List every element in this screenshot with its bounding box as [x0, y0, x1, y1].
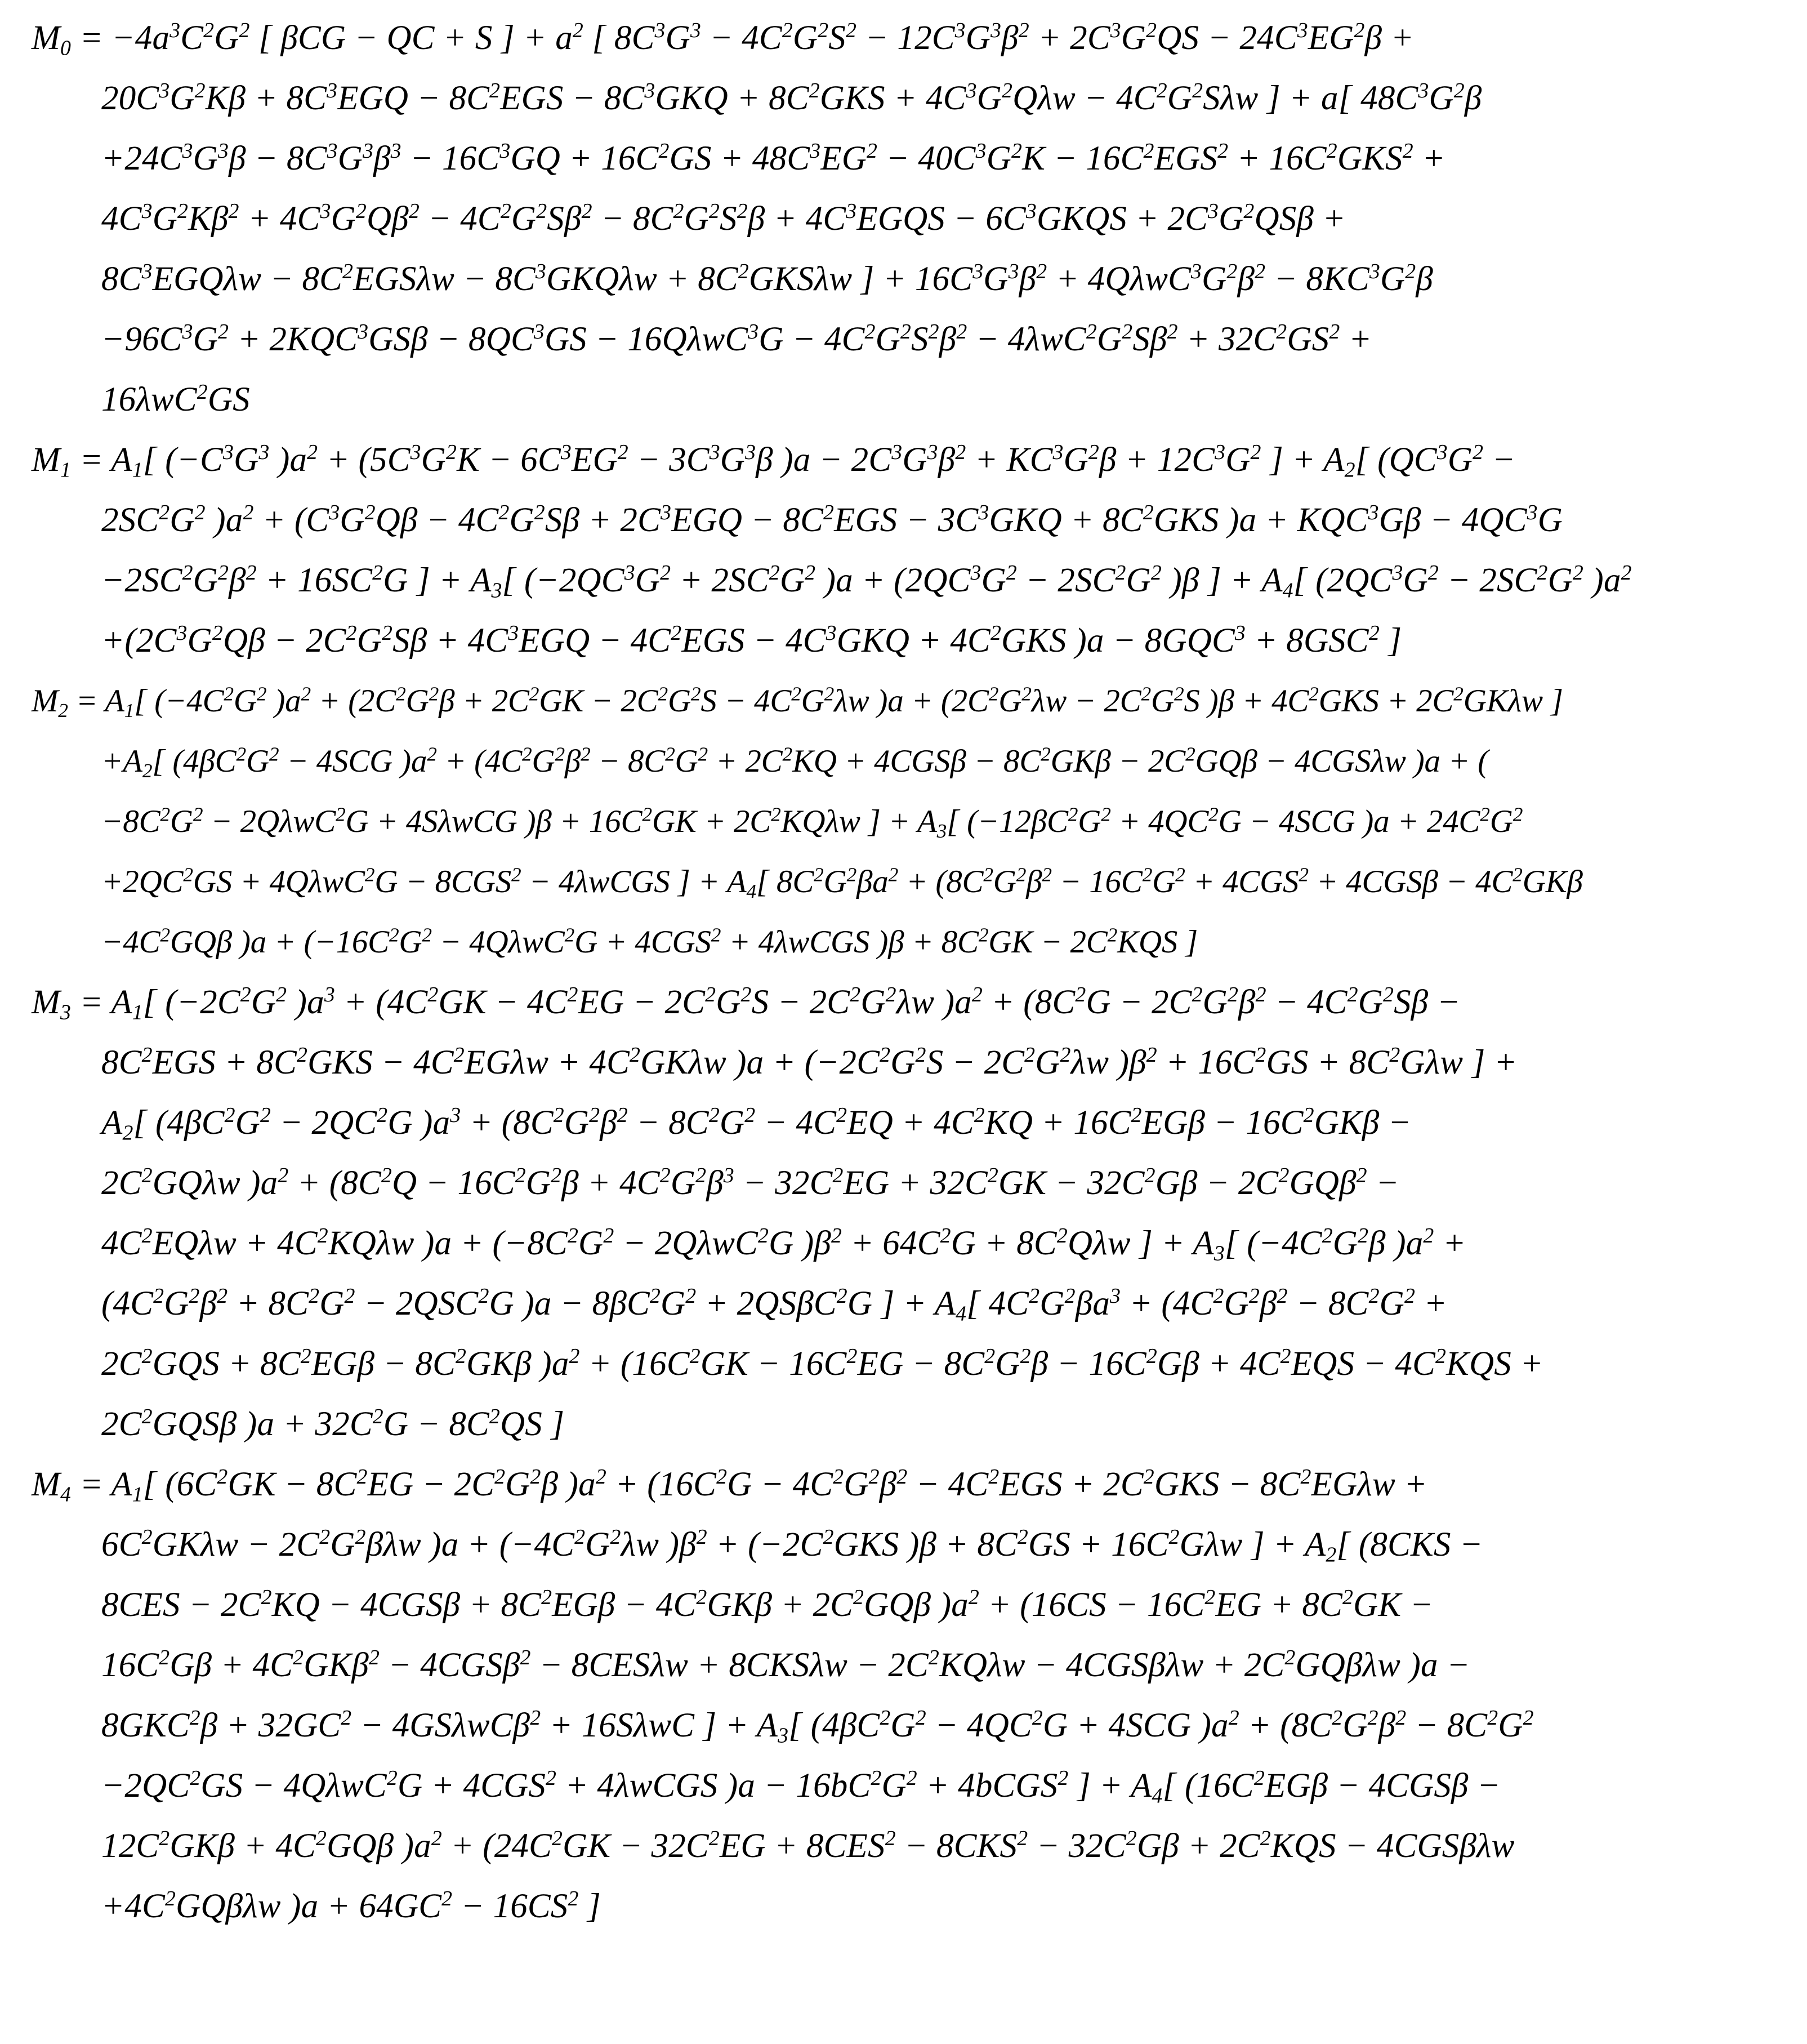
equation-line: $M_1 = A_1$[ ($-C^3G^3$ )$a^2 + (5C^3G^2K - 6C^3EG^2 - 3C^3G^3\beta$ )$a - 2C^3G^3\beta^2 + KC^3G^2\beta + 12C^3G^2$ ] + $A_2$[ ($QC^3G^2$ − — [32, 440, 1516, 482]
equation-m1 — [32, 430, 1784, 671]
equation-line: $M_3 = A_1$[ ($-2C^2G^2$ )$a^3 + (4C^2GK - 4C^2EG - 2C^2G^2S - 2C^2G^2\lambda w$ )$a^2 + (8C^2G - 2C^2G^2\beta^2 - 4C^2G^2S\beta$ − — [32, 983, 1461, 1025]
equation-m0 — [32, 8, 1784, 430]
equation-line: $+2QC^2GS + 4Q\lambda wC^2G - 8CGS^2$ − 4λwCGS ] + $A_4$[ $8C^2G^2\beta a^2 + (8C^2G^2\beta^2 - 16C^2G^2 + 4CGS^2 + 4CGS\beta - 4C^2GK\beta$ — [101, 863, 1583, 902]
equation-line: $-4C^2GQ\beta$ )$a + (-16C^2G^2 - 4Q\lambda wC^2G + 4CGS^2$ + 4λwCGS )$\beta + 8C^2GK - 2C^2KQS$ ] — [101, 924, 1198, 960]
equation-line: $M_4 = A_1$[ ($6C^2GK - 8C^2EG - 2C^2G^2\beta$ )$a^2 + (16C^2G - 4C^2G^2\beta^2 - 4C^2EGS + 2C^2GKS - 8C^2EG\lambda w$ + — [32, 1465, 1427, 1507]
equation-line: $+A_2$[ ($4\beta C^2G^2 - 4SCG$ )$a^2 + (4C^2G^2\beta^2 - 8C^2G^2 + 2C^2KQ + 4CGS\beta - 8C^2GK\beta - 2C^2GQ\beta - 4CGS\lambda w$ )a + ( — [101, 743, 1488, 782]
equation-line: $2C^2GQ\lambda w$ )$a^2 + (8C^2Q - 16C^2G^2\beta + 4C^2G^2\beta^3 - 32C^2EG + 32C^2GK - 32C^2G\beta - 2C^2GQ\beta^2$ − — [101, 1164, 1399, 1202]
equation-line: $4C^3G^2K\beta^2 + 4C^3G^2Q\beta^2 - 4C^2G^2S\beta^2 - 8C^2G^2S^2\beta$ + $4C^3EGQS$ − $6C^3GKQS + 2C^3G^2QS\beta$ + — [101, 199, 1346, 238]
equation-line: $6C^2GK\lambda w - 2C^2G^2\beta\lambda w$ )$a + (-4C^2G^2\lambda w$ )$\beta^2 + (-2C^2GKS$ )$\beta + 8C^2GS + 16C^2G\lambda w$ ] + $A_2$[ (8CKS − — [101, 1525, 1483, 1567]
equation-line: $2C^2GQS + 8C^2EG\beta - 8C^2GK\beta$ )$a^2 + (16C^2GK - 16C^2EG - 8C^2G^2\beta - 16C^2G\beta + 4C^2EQS - 4C^2KQS$ + — [101, 1344, 1543, 1383]
equation-line: $-8C^2G^2 - 2Q\lambda wC^2G + 4S\lambda wCG$ )$\beta + 16C^2GK + 2C^2KQ\lambda w$ ] + $A_3$[ ($-12\beta C^2G^2 + 4QC^2G - 4SCG$ )$a + 24C^2G^2$ — [101, 803, 1523, 842]
equation-line: $20C^3G^2K\beta + 8C^3EGQ - 8C^2EGS - 8C^3GKQ + 8C^2GKS + 4C^3G^2Q\lambda w - 4C^2G^2S\lambda w$ ] + a[ $48C^3G^2\beta$ — [101, 79, 1482, 117]
equation-line: $4C^2EQ\lambda w + 4C^2KQ\lambda w$ )$a + (-8C^2G^2 - 2Q\lambda wC^2G$ )$\beta^2 + 64C^2G + 8C^2Q\lambda w$ ] + $A_3$[ ($-4C^2G^2\beta$ )$a^2$ + — [101, 1224, 1466, 1266]
equation-line: $M_2 = A_1$[ ($-4C^2G^2$ )$a^2 + (2C^2G^2\beta + 2C^2GK - 2C^2G^2S - 4C^2G^2\lambda w$ )$a + (2C^2G^2\lambda w - 2C^2G^2S$ )$\beta + 4C^2GKS + 2C^2GK\lambda w$ ] — [32, 683, 1563, 722]
equation-line: $2C^2GQS\beta$ )$a + 32C^2G - 8C^2QS$ ] — [101, 1405, 565, 1443]
equation-line: $12C^2GK\beta + 4C^2GQ\beta$ )$a^2 + (24C^2GK - 32C^2EG + 8CES^2 - 8CKS^2 - 32C^2G\beta + 2C^2KQS - 4CGS\beta\lambda w$ — [101, 1827, 1515, 1865]
equation-line: $-2QC^2GS - 4Q\lambda wC^2G + 4CGS^2$ + 4λwCGS )$a - 16bC^2G^2$ + 4bCGS$^2$ ] + $A_4$[ ($16C^2EG\beta - 4CGS\beta$ − — [101, 1766, 1501, 1808]
equation-m2 — [32, 671, 1784, 972]
equation-line: $-2SC^2G^2\beta^2 + 16SC^2G$ ] + $A_3$[ ($-2QC^3G^2 + 2SC^2G^2$ )$a + (2QC^3G^2 - 2SC^2G^2$ )β ] + $A_4$[ ($2QC^3G^2 - 2SC^2G^2$ )$a^2$ — [101, 561, 1632, 603]
equation-line: $+(2C^3G^2Q\beta - 2C^2G^2S\beta + 4C^3EGQ - 4C^2EGS - 4C^3GKQ + 4C^2GKS$ )$a - 8GQC^3 + 8GSC^2$ ] — [101, 621, 1402, 660]
equation-line: $16C^2G\beta + 4C^2GK\beta^2 - 4CGS\beta^2 - 8CES\lambda w + 8CKS\lambda w - 2C^2KQ\lambda w - 4CGS\beta\lambda w + 2C^2GQ\beta\lambda w$ )a − — [101, 1646, 1470, 1684]
equation-line: 16λwC$^2$GS — [101, 380, 250, 418]
equation-line: $2SC^2G^2$ )$a^2 + (C^3G^2Q\beta - 4C^2G^2S\beta + 2C^3EGQ - 8C^2EGS - 3C^3GKQ + 8C^2GKS$ )$a + KQC^3G\beta - 4QC^3G$ — [101, 501, 1563, 539]
equation-m3 — [32, 972, 1784, 1454]
equation-line: $M_0 = -4a^3C^2G^2$ [ βCG − QC + S ] + $a^2$ [ $8C^3G^3 - 4C^2G^2S^2 - 12C^3G^3\beta^2 + 2C^3G^2QS - 24C^3EG^2\beta$ + — [32, 19, 1415, 60]
equation-line: $+24C^3G^3\beta - 8C^3G^3\beta^3 - 16C^3GQ + 16C^2GS + 48C^3EG^2 - 40C^3G^2K - 16C^2EGS^2 + 16C^2GKS^2$ + — [101, 139, 1445, 177]
equation-line: $8CES - 2C^2KQ - 4CGS\beta + 8C^2EG\beta - 4C^2GK\beta + 2C^2GQ\beta$ )$a^2 + (16CS - 16C^2EG + 8C^2GK$ − — [101, 1586, 1434, 1624]
equation-line: $8C^3EGQ\lambda w - 8C^2EGS\lambda w - 8C^3GKQ\lambda w + 8C^2GKS\lambda w$ ] + $16C^3G^3\beta^2 + 4Q\lambda wC^3G^2\beta^2 - 8KC^3G^2\beta$ — [101, 260, 1433, 298]
equation-line: $+4C^2GQ\beta\lambda w$ )$a + 64GC^2 - 16CS^2$ ] — [101, 1887, 601, 1925]
equation-m4 — [32, 1454, 1784, 1936]
equation-line: $-96C^3G^2 + 2KQC^3GS\beta - 8QC^3GS - 16Q\lambda wC^3G - 4C^2G^2S^2\beta^2 - 4\lambda wC^2G^2S\beta^2 + 32C^2GS^2$ + — [101, 320, 1372, 358]
equation-line: $8GKC^2\beta + 32GC^2 - 4GS\lambda wC\beta^2 + 16S\lambda wC$ ] + $A_3$[ ($4\beta C^2G^2 - 4QC^2G + 4SCG$ )$a^2 + (8C^2G^2\beta^2 - 8C^2G^2$ — [101, 1706, 1534, 1748]
equation-line: $8C^2EGS + 8C^2GKS - 4C^2EG\lambda w + 4C^2GK\lambda w$ )$a + (-2C^2G^2S - 2C^2G^2\lambda w$ )$\beta^2 + 16C^2GS + 8C^2G\lambda w$ ] + — [101, 1043, 1518, 1081]
equation-line: ($4C^2G^2\beta^2 + 8C^2G^2 - 2QSC^2G$ )$a - 8\beta C^2G^2 + 2QS\beta C^2G$ ] + $A_4$[ $4C^2G^2\beta a^3 + (4C^2G^2\beta^2 - 8C^2G^2$ + — [101, 1284, 1447, 1326]
equation-line: $A_2$[ ($4\beta C^2G^2 - 2QC^2G$ )$a^3 + (8C^2G^2\beta^2 - 8C^2G^2 - 4C^2EQ + 4C^2KQ + 16C^2EG\beta - 16C^2GK\beta$ − — [101, 1103, 1412, 1145]
